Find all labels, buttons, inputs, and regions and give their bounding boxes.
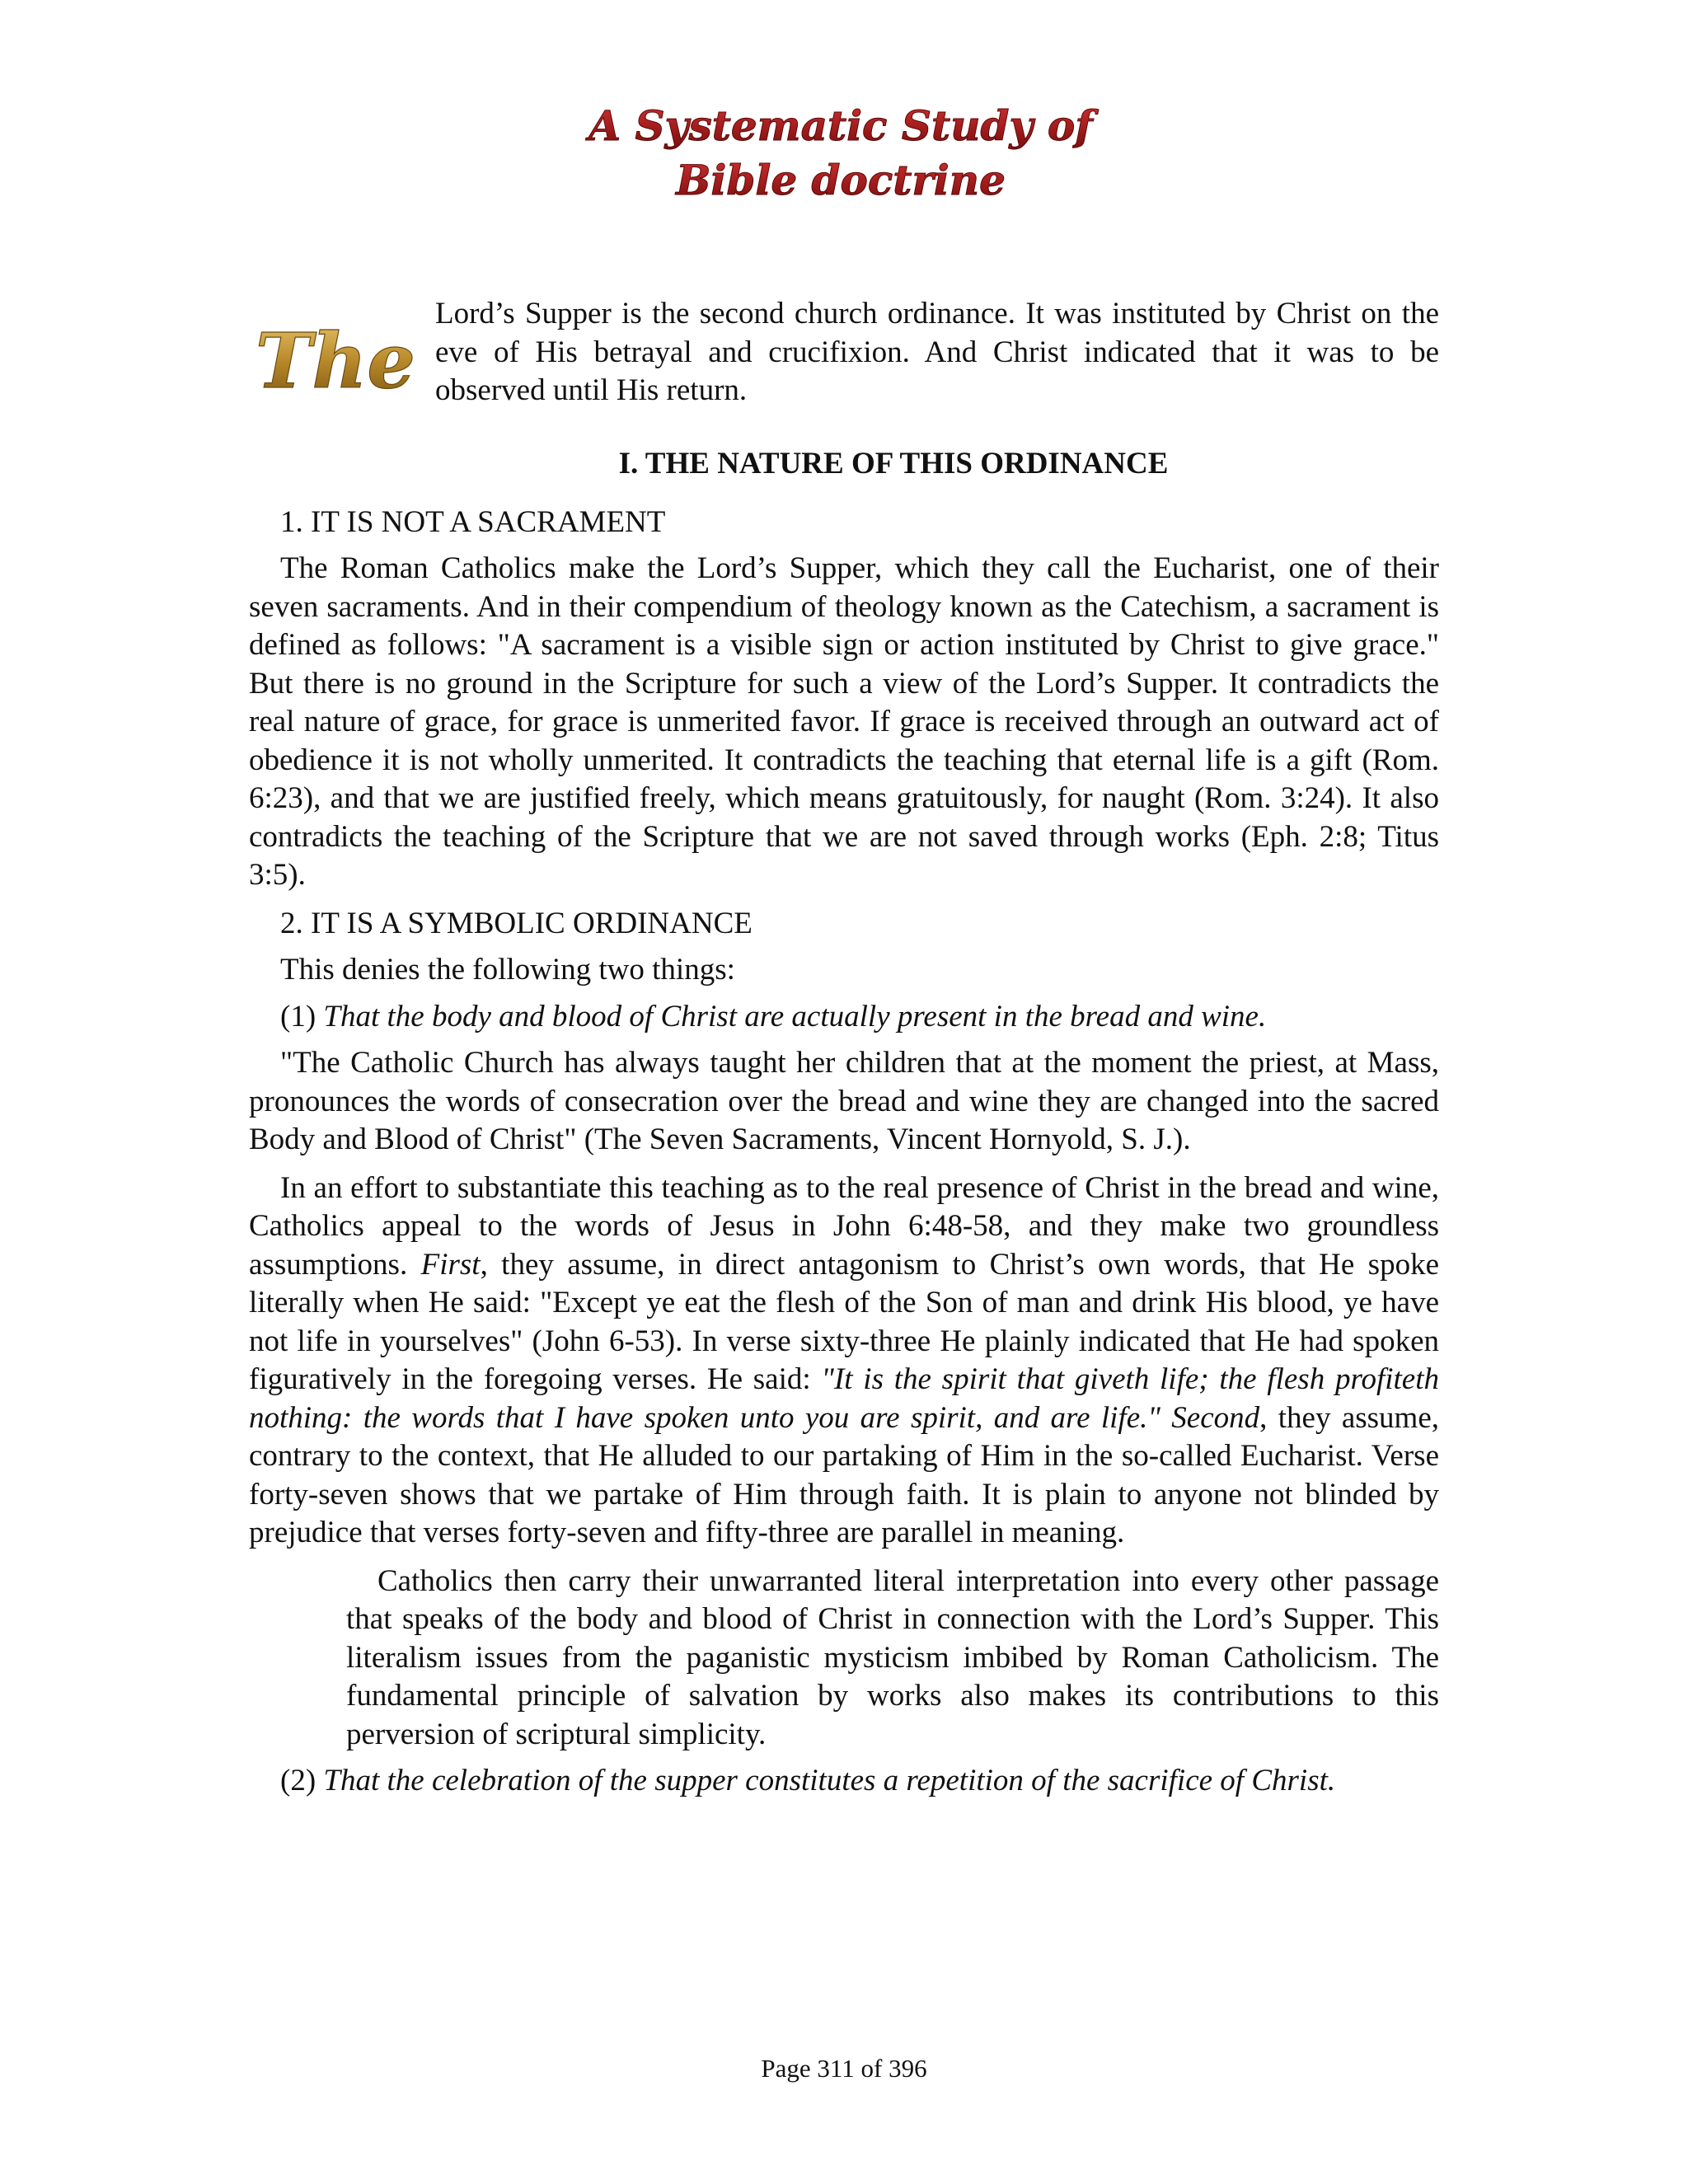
point-1 — [280, 998, 1439, 1037]
italic-quote: "It is the spirit that giveth life; the flesh profiteth nothing: the words that I have spoken unto you are spirit, and are life." — [249, 1362, 1440, 1435]
subheading-2: 2. IT IS A SYMBOLIC ORDINANCE — [280, 906, 753, 940]
point-1-text: That the body and blood of Christ are actually present in the bread and wine. — [323, 999, 1267, 1033]
first-word: First — [420, 1247, 481, 1282]
paragraph-sacrament: The Roman Catholics make the Lord’s Supper, which they call the Eucharist, one of their seven sacraments. And in their compendium of theology known as the Catechism, a sacrament is defined as follows: "A sacrament is a visible sign or action instituted by Christ to give grace." But there is no ground in the Scripture for such a view of the Lord’s Supper. It contradicts the real nature of grace, for grace is unmerited favor. If grace is received through an outward act of obedience it is not wholly unmerited. It contradicts the teaching that eternal life is a gift (Rom. 6:23), and that we are justified freely, which means gratuitously, for naught (Rom. 3:24). It also contradicts the teaching of the Scripture that we are not saved through works (Eph. 2:8; Titus 3:5). — [249, 551, 1439, 892]
block-paragraph: Catholics then carry their unwarranted literal interpretation into every other passage that speaks of the body and blood of Christ in connection with the Lord’s Supper. This literalism issues from the paganistic mysticism imbibed by Roman Catholicism. The fundamental principle of salvation by works also makes its contributions to this perversion of scriptural simplicity. — [346, 1563, 1439, 1751]
point-2-number: (2) — [280, 1764, 324, 1797]
page-footer: Page 311 of 396 — [761, 2054, 927, 2083]
dropcap-graphic — [249, 305, 422, 412]
assumptions-part-a: In an effort to substantiate this teaching as to the real presence of Christ in the bread and wine, Catholics appeal to the words of Jesus in John 6:48-58, and they make two groundless assumptions. — [249, 1170, 1439, 1282]
intro-text: Lord’s Supper is the second church ordinance. It was instituted by Christ on the eve of His betrayal and crucifixion. And Christ indicated that it was to be observed until His return. — [435, 297, 1439, 407]
section-heading: I. THE NATURE OF THIS ORDINANCE — [618, 447, 1169, 480]
point-1-number: (1) — [280, 999, 324, 1033]
title-line-2: Bible doctrine — [676, 156, 1006, 204]
point-2 — [280, 1762, 1439, 1801]
subheading-1: 1. IT IS NOT A SACRAMENT — [280, 504, 666, 539]
second-word: Second — [1171, 1400, 1260, 1435]
title-graphic — [560, 97, 1121, 213]
assumptions-part-c: , they assume, contrary to the context, that He alluded to our partaking of Him in the so-called Eucharist. Verse forty-seven shows that we partake of Him through faith. It is plain to anyone not blinded by prejudice that verses forty-seven and fifty-three are parallel in meaning. — [249, 1400, 1439, 1549]
header-logo — [560, 97, 1121, 213]
dropcap-word: The — [256, 316, 415, 405]
assumptions-part-b: , they assume, in direct antagonism to Christ’s own words, that He spoke literally when He said: "Except ye eat the flesh of the Son of man and drink His blood, ye have not life in yourselves" (John 6-53). In verse sixty-three He plainly indicated that He had spoken figuratively in the foregoing verses. He said: — [249, 1247, 1439, 1396]
paragraph-denies: This denies the following two things: — [280, 953, 735, 987]
quote-paragraph: "The Catholic Church has always taught her children that at the moment the priest, at Mass, pronounces the words of consecration over the bread and wine they are changed into the sacred Body and Blood of Christ" (The Seven Sacraments, Vincent Hornyold, S. J.). — [249, 1046, 1439, 1156]
paragraph-assumptions — [249, 1169, 1439, 1553]
point-2-text: That the celebration of the supper constitutes a repetition of the sacrifice of Christ. — [323, 1764, 1336, 1797]
title-line-1: A Systematic Study of — [588, 101, 1093, 150]
main-content — [249, 295, 1439, 1809]
intro-paragraph-block — [249, 295, 1439, 427]
